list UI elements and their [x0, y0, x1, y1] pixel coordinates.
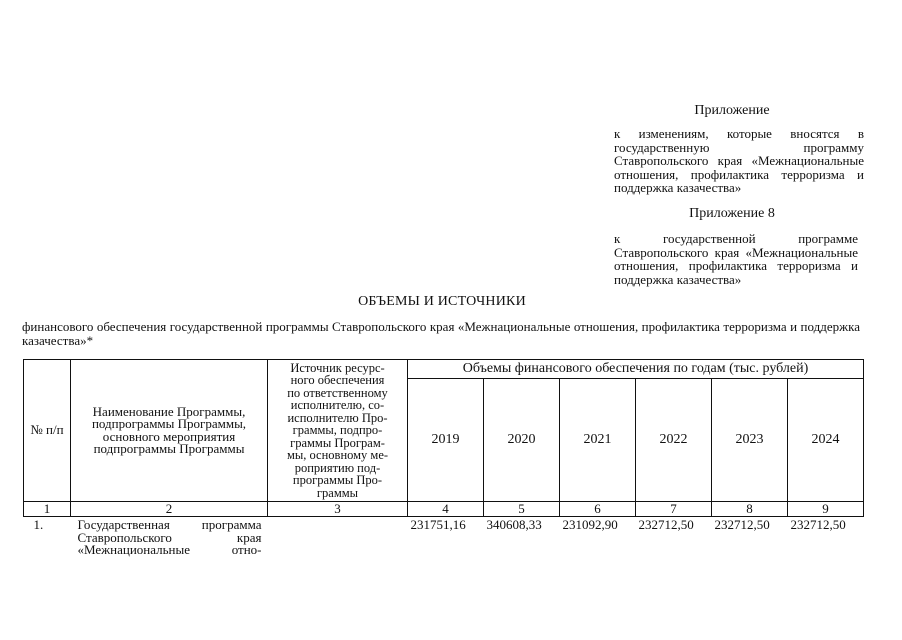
row-value: 232712,50 — [790, 517, 846, 532]
header-source-line: программы Про- — [292, 473, 383, 488]
column-number-row — [24, 502, 864, 517]
header-year: 2019 — [408, 379, 484, 502]
header-year: 2020 — [484, 379, 560, 502]
row-index: 1. — [33, 517, 44, 532]
header-num: № п/п — [24, 360, 71, 502]
row-value: 232712,50 — [714, 517, 770, 532]
column-number: 6 — [560, 502, 636, 517]
header-source-line: ного обеспечения — [290, 373, 385, 388]
row-name — [71, 517, 268, 557]
row-name-line: «Межнациональные отно- — [77, 542, 262, 557]
annex8-title: Приложение 8 — [689, 206, 775, 221]
header-row-1 — [24, 360, 864, 379]
column-number: 4 — [408, 502, 484, 517]
column-number: 5 — [484, 502, 560, 517]
row-value: 231092,90 — [562, 517, 618, 532]
column-number: 8 — [712, 502, 788, 517]
header-year: 2024 — [788, 379, 864, 502]
column-number: 7 — [636, 502, 712, 517]
column-number: 9 — [788, 502, 864, 517]
document-subtitle: финансового обеспечения государственной программы Ставропольского края «Межнациональные отношения, профилактика терроризма и поддержка казачества»* — [22, 319, 860, 348]
header-source-line: роприятию под- — [294, 460, 381, 475]
financing-table — [23, 359, 864, 557]
header-name: Наименование Программы, подпрограммы Программы, основного мероприятия подпрограммы Программы — [71, 360, 268, 502]
annex8-text: к государственной программе Ставропольского края «Межнациональные отношения, профилактика терроризма и поддержка казачества» — [614, 231, 858, 287]
annex-text: к изменениям, которые вносятся в государственную программу Ставропольского края «Межнациональные отношения, профилактика терроризма и поддержка казачества» — [614, 126, 864, 195]
column-number: 3 — [268, 502, 408, 517]
header-source-line: исполнителю Про- — [287, 410, 388, 425]
header-source-line: исполнителю, со- — [290, 398, 385, 413]
row-value: 340608,33 — [486, 517, 542, 532]
header-volumes: Объемы финансового обеспечения по годам (тыс. рублей) — [408, 360, 864, 379]
row-name-line: Государственная программа — [77, 517, 262, 532]
column-number: 1 — [24, 502, 71, 517]
column-number: 2 — [71, 502, 268, 517]
row-source — [268, 517, 408, 557]
row-value: 232712,50 — [638, 517, 694, 532]
header-source-line: граммы, подпро- — [292, 423, 383, 438]
header-source — [268, 360, 408, 502]
header-source-line: мы, основному ме- — [286, 448, 389, 463]
header-source-line: Источник ресурс- — [290, 360, 385, 375]
header-year: 2023 — [712, 379, 788, 502]
document-title: ОБЪЕМЫ И ИСТОЧНИКИ — [358, 294, 526, 309]
table-row — [24, 517, 864, 557]
header-source-line: по ответственному — [287, 385, 388, 400]
header-year: 2022 — [636, 379, 712, 502]
row-value: 231751,16 — [410, 517, 466, 532]
header-year: 2021 — [560, 379, 636, 502]
header-source-line: граммы Програм- — [290, 435, 385, 450]
header-source-line: граммы — [316, 485, 359, 500]
row-name-line: Ставропольского края — [77, 529, 262, 545]
annex-title: Приложение — [694, 103, 770, 118]
